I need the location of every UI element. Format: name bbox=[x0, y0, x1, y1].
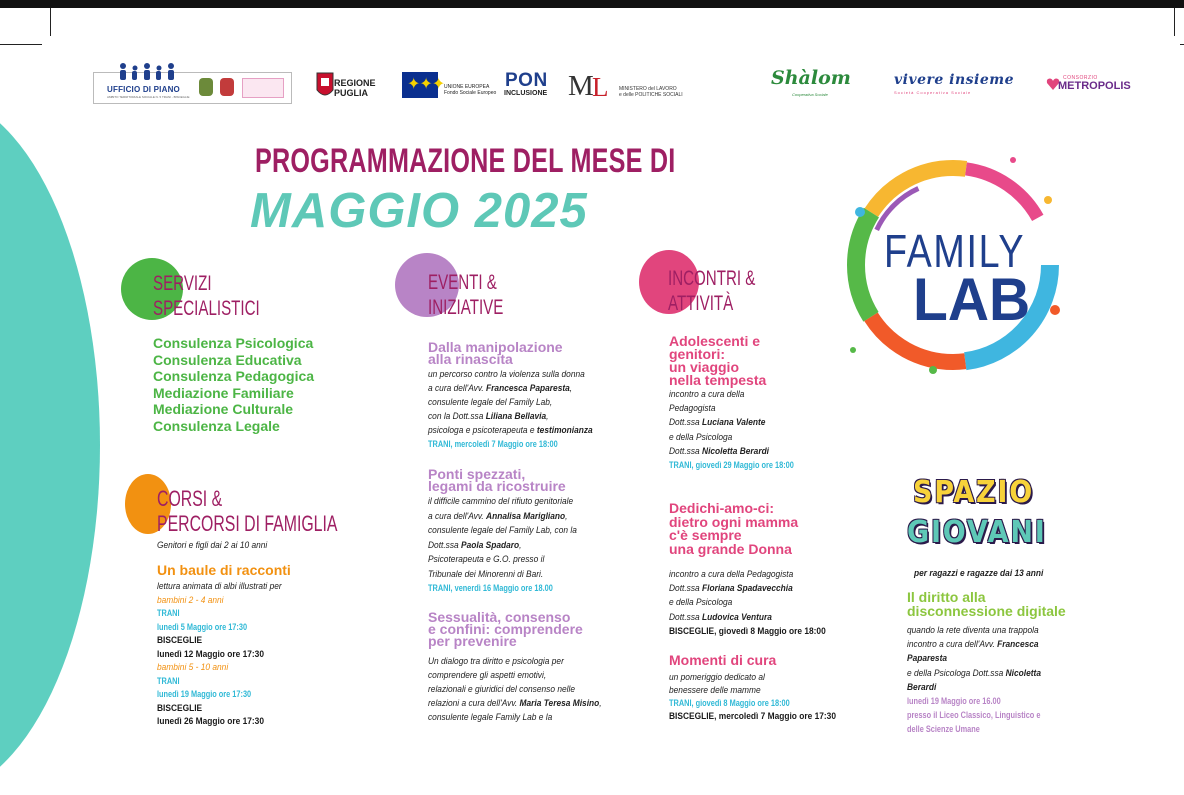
incontro-1-title-line2: genitori: bbox=[669, 346, 725, 362]
incontro-1-title-line4: nella tempesta bbox=[669, 372, 767, 388]
corsi-subtitle: Genitori e figli dai 2 ai 10 anni bbox=[157, 540, 268, 550]
regione-puglia-shield-icon bbox=[316, 72, 334, 100]
event-3-comma: , bbox=[599, 698, 602, 708]
incontro-2-title-line1: Dedichi-amo-ci: bbox=[669, 500, 775, 516]
vivere-insieme-subtitle: Società Cooperativa Sociale bbox=[894, 90, 972, 95]
ast-logo bbox=[242, 78, 284, 98]
ministero-m: M bbox=[568, 70, 594, 102]
event-1-title-line1: Dalla manipolazione bbox=[428, 339, 563, 355]
baule-date-3: lunedì 19 Maggio ore 17:30 bbox=[157, 689, 252, 699]
incontro-2-date: BISCEGLIE, giovedì 8 Maggio ore 18:00 bbox=[669, 625, 826, 636]
event-3-desc-line: Un dialogo tra diritto e psicologia per bbox=[428, 656, 564, 666]
incontro-1-speaker-1: Luciana Valente bbox=[702, 417, 766, 428]
event-3-desc bbox=[428, 654, 602, 724]
baule-desc bbox=[157, 580, 282, 729]
metropolis-consorzio: CONSORZIO bbox=[1063, 75, 1098, 81]
spazio-desc-text: incontro a cura dell'Avv. bbox=[907, 639, 998, 650]
spazio-place-2: delle Scienze Umane bbox=[907, 724, 980, 735]
servizi-heading-line1: SERVIZI bbox=[153, 272, 212, 295]
regione-puglia-label: REGIONE PUGLIA bbox=[334, 78, 376, 98]
baule-group-2: bambini 5 - 10 anni bbox=[157, 662, 229, 672]
incontro-2-desc-line: e della Psicologa bbox=[669, 597, 733, 608]
event-2-speaker-2: Paola Spadaro bbox=[461, 539, 520, 550]
baule-group-1: bambini 2 - 4 anni bbox=[157, 594, 224, 605]
event-1-testimony: testimonianza bbox=[536, 425, 593, 435]
event-2-desc bbox=[428, 494, 577, 596]
incontro-1-desc-text: Dott.ssa bbox=[669, 417, 703, 428]
incontro-2-title-line3: c'è sempre bbox=[669, 527, 742, 543]
event-2-desc-text: a cura dell'Avv. bbox=[428, 510, 487, 521]
event-1-desc-text: psicologa e psicoterapeuta e bbox=[428, 425, 537, 435]
event-1-desc-text: a cura dell'Avv. bbox=[428, 383, 487, 393]
incontro-2-desc-line: incontro a cura della Pedagogista bbox=[669, 569, 794, 579]
spazio-giovani-logo bbox=[905, 475, 1065, 570]
eventi-heading-line2: INIZIATIVE bbox=[428, 296, 504, 319]
incontro-2-speaker-1: Floriana Spadavecchia bbox=[702, 583, 793, 594]
spazio-speaker-1a: Francesca bbox=[997, 639, 1039, 650]
spazio-speaker-1b: Paparesta bbox=[907, 653, 948, 664]
corsi-heading bbox=[157, 486, 337, 536]
ministero-label: MINISTERO del LAVORO e delle POLITICHE SOCIALI bbox=[619, 86, 683, 98]
incontro-2-speaker-2: Ludovica Ventura bbox=[702, 611, 772, 622]
incontro-3-desc bbox=[669, 671, 836, 723]
pon-inclusione: INCLUSIONE bbox=[504, 90, 548, 97]
incontro-1-desc-line: Pedagogista bbox=[669, 403, 716, 414]
event-2-desc-line: Psicoterapeuta e G.O. presso il bbox=[428, 554, 545, 564]
event-3-speaker-1: Maria Teresa Misino bbox=[519, 698, 600, 708]
eventi-heading-line1: EVENTI & bbox=[428, 271, 497, 294]
event-1-comma: , bbox=[569, 383, 573, 393]
spazio-event-desc bbox=[907, 623, 1059, 737]
incontri-heading-line2: ATTIVITÀ bbox=[668, 292, 734, 315]
event-2-title bbox=[428, 468, 566, 492]
baule-city-4: BISCEGLIE bbox=[157, 702, 203, 713]
spazio-event-title-line2: disconnessione digitale bbox=[907, 603, 1066, 619]
page-title-month: MAGGIO 2025 bbox=[250, 184, 588, 238]
event-1-desc-line: un percorso contro la violenza sulla donna bbox=[428, 369, 585, 379]
spazio-speaker-2b: Berardi bbox=[907, 681, 937, 692]
event-3-desc-text: relazioni a cura dell'Avv. bbox=[428, 698, 520, 708]
spazio-desc-text: e della Psicologa Dott.ssa bbox=[907, 667, 1006, 678]
incontro-1-desc-line: incontro a cura della bbox=[669, 389, 745, 399]
baule-city-1: TRANI bbox=[157, 608, 180, 618]
incontro-2-desc bbox=[669, 567, 826, 638]
servizi-heading bbox=[153, 271, 260, 321]
eu-label: UNIONE EUROPEA Fondo Sociale Europeo bbox=[444, 84, 497, 96]
spazio-date: lunedì 19 Maggio ore 16.00 bbox=[907, 696, 1001, 707]
spazio-subtitle: per ragazzi e ragazze dai 13 anni bbox=[914, 568, 1044, 578]
incontro-1-desc bbox=[669, 387, 811, 472]
baule-date-2: lunedì 12 Maggio ore 17:30 bbox=[157, 648, 264, 659]
event-1-speaker-2: Liliana Bellavia bbox=[485, 411, 547, 421]
ministero-l: L bbox=[592, 72, 609, 102]
baule-title: Un baule di racconti bbox=[157, 562, 291, 578]
baule-desc-line: lettura animata di albi illustrati per bbox=[157, 581, 282, 591]
incontro-1-title bbox=[669, 335, 766, 387]
incontro-3-desc-line: un pomeriggio dedicato al bbox=[669, 672, 765, 682]
event-3-title-line1: Sessualità, consenso bbox=[428, 609, 571, 625]
incontro-1-speaker-2: Nicoletta Berardi bbox=[702, 445, 770, 456]
event-3-desc-line: relazionali e giuridici del consenso nelle bbox=[428, 684, 576, 694]
servizi-list bbox=[153, 335, 314, 435]
list-item: Consulenza Psicologica bbox=[153, 335, 314, 351]
crop-mark bbox=[0, 44, 42, 45]
incontri-heading bbox=[668, 266, 755, 316]
incontro-3-desc-line: benessere delle mamme bbox=[669, 685, 761, 695]
event-1-date: TRANI, mercoledì 7 Maggio ore 18:00 bbox=[428, 439, 558, 449]
incontro-3-title: Momenti di cura bbox=[669, 652, 777, 668]
servizi-heading-line2: SPECIALISTICI bbox=[153, 297, 260, 320]
event-2-desc-line: il difficile cammino del rifiuto genitoriale bbox=[428, 496, 574, 506]
pon-logo: PON bbox=[505, 70, 548, 91]
event-1-desc-line: consulente legale del Family Lab, bbox=[428, 397, 553, 407]
ufficio-piano-title: UFFICIO DI PIANO bbox=[107, 85, 180, 94]
baule-date-4: lunedì 26 Maggio ore 17:30 bbox=[157, 716, 264, 726]
metropolis-logo: METROPOLIS bbox=[1058, 80, 1131, 92]
spazio-word: SPAZIO bbox=[913, 475, 1035, 510]
event-1-desc bbox=[428, 367, 593, 451]
top-border bbox=[0, 0, 1184, 8]
baule-city-2: BISCEGLIE bbox=[157, 635, 203, 645]
event-3-title-line3: per prevenire bbox=[428, 633, 517, 649]
event-2-title-line1: Ponti spezzati, bbox=[428, 466, 526, 482]
spazio-event-title bbox=[907, 590, 1066, 618]
incontro-1-desc-text: Dott.ssa bbox=[669, 445, 703, 456]
event-3-title-line2: e confini: comprendere bbox=[428, 621, 583, 637]
family-figures-icon bbox=[115, 61, 177, 83]
crop-mark bbox=[50, 8, 51, 36]
incontro-2-title bbox=[669, 502, 798, 556]
family-lab-word-lab: LAB bbox=[913, 266, 1031, 333]
event-2-date: TRANI, venerdì 16 Maggio ore 18.00 bbox=[428, 583, 553, 593]
corsi-heading-line2: PERCORSI DI FAMIGLIA bbox=[157, 511, 338, 536]
ufficio-piano-subtitle: AMBITO TERRITORIALE SOCIALE N. 5 TRANI - BISCEGLIE bbox=[107, 95, 190, 99]
event-2-desc-line: Tribunale dei Minorenni di Bari. bbox=[428, 568, 544, 579]
crop-mark bbox=[1174, 8, 1175, 36]
baule-city-3: TRANI bbox=[157, 675, 180, 686]
incontro-2-title-line2: dietro ogni mamma bbox=[669, 513, 799, 530]
eventi-heading bbox=[428, 270, 503, 320]
eu-flag-icon: ✦✦✦ bbox=[402, 72, 438, 98]
crop-mark bbox=[1180, 44, 1184, 45]
spazio-desc-line: quando la rete diventa una trappola bbox=[907, 625, 1039, 635]
event-1-title bbox=[428, 341, 563, 365]
spazio-place-1: presso il Liceo Classico, Linguistico e bbox=[907, 710, 1041, 721]
list-item: Consulenza Pedagogica bbox=[153, 368, 315, 385]
list-item: Mediazione Familiare bbox=[153, 384, 294, 401]
event-2-desc-text: Dott.ssa bbox=[428, 539, 462, 550]
incontro-2-title-line4: una grande Donna bbox=[669, 540, 792, 557]
incontro-1-title-line1: Adolescenti e bbox=[669, 333, 761, 349]
baule-date-1: lunedì 5 Maggio ore 17:30 bbox=[157, 621, 248, 632]
incontro-1-date: TRANI, giovedì 29 Maggio ore 18:00 bbox=[669, 460, 794, 471]
page-title-line1: PROGRAMMAZIONE DEL MESE DI bbox=[255, 142, 676, 180]
event-2-speaker-1: Annalisa Marigliano bbox=[486, 510, 566, 521]
list-item: Consulenza Legale bbox=[153, 417, 280, 434]
event-3-desc-line: consulente legale Family Lab e la bbox=[428, 712, 553, 722]
shalom-logo: Shàlom bbox=[771, 67, 851, 89]
spazio-event-title-line1: Il diritto alla bbox=[907, 589, 986, 605]
event-1-desc-text: con la Dott.ssa bbox=[428, 411, 486, 421]
shalom-subtitle: Cooperativa Sociale bbox=[792, 92, 828, 97]
event-2-desc-line: consulente legale del Family Lab, con la bbox=[428, 525, 577, 535]
incontri-heading-line1: INCONTRI & bbox=[668, 267, 756, 290]
corsi-heading-line1: CORSI & bbox=[157, 486, 223, 511]
decorative-teal-arc bbox=[0, 95, 100, 795]
list-item: Mediazione Culturale bbox=[153, 401, 294, 418]
event-2-title-line2: legami da ricostruire bbox=[428, 478, 566, 494]
incontro-3-date-1: TRANI, giovedì 8 Maggio ore 18:00 bbox=[669, 698, 790, 708]
trani-emblem-icon bbox=[199, 78, 213, 96]
event-3-title bbox=[428, 611, 583, 647]
bisceglie-emblem-icon bbox=[220, 78, 234, 96]
family-lab-word-family: FAMILY bbox=[884, 225, 1026, 277]
event-1-comma: , bbox=[546, 411, 549, 421]
spazio-speaker-2a: Nicoletta bbox=[1005, 667, 1041, 678]
event-1-title-line2: alla rinascita bbox=[428, 351, 513, 367]
vivere-insieme-logo: vivere insieme bbox=[894, 72, 1014, 88]
event-2-comma: , bbox=[565, 510, 568, 521]
incontro-3-date-2: BISCEGLIE, mercoledì 7 Maggio ore 17:30 bbox=[669, 711, 836, 721]
incontro-1-title-line3: un viaggio bbox=[669, 359, 739, 375]
incontro-2-desc-text: Dott.ssa bbox=[669, 611, 703, 622]
event-3-desc-line: comprendere gli aspetti emotivi, bbox=[428, 670, 547, 680]
event-2-comma: , bbox=[519, 539, 522, 550]
incontro-2-desc-text: Dott.ssa bbox=[669, 583, 703, 594]
list-item: Consulenza Educativa bbox=[153, 351, 302, 368]
giovani-word: GIOVANI bbox=[907, 515, 1047, 550]
incontro-1-desc-line: e della Psicologa bbox=[669, 431, 733, 442]
event-1-speaker-1: Francesca Paparesta bbox=[486, 383, 570, 393]
